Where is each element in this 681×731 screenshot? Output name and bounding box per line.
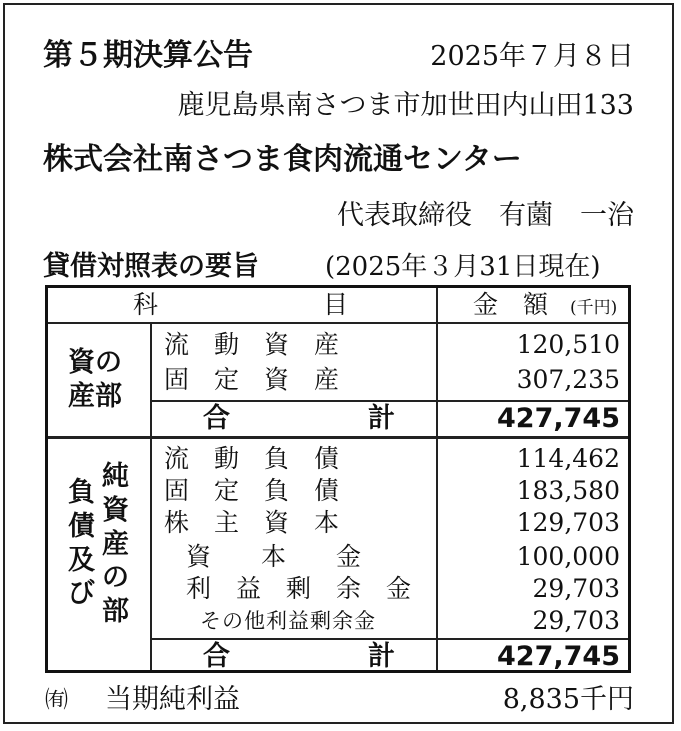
representative: 代表取締役 有薗 一治	[337, 200, 634, 231]
col-subject-1: 科	[133, 290, 159, 319]
liab-total-label-2: 計	[368, 641, 395, 672]
other-retained-earnings-label: その他利益剰余金	[200, 609, 376, 633]
liab-fixed-label: 固 定 負 債	[164, 476, 340, 505]
other-retained-earnings-value: 29,703	[532, 606, 620, 635]
capital-value: 100,000	[516, 542, 620, 571]
liab-section-label-b: 純 資 産 の 部	[102, 461, 129, 627]
col-subject-2: 目	[323, 290, 349, 319]
assets-section-label-1: 資の	[68, 347, 122, 378]
unit-label: (千円)	[570, 298, 618, 318]
liab-total-label-1: 合	[203, 641, 230, 672]
liab-total-divider	[150, 638, 628, 640]
assets-total-value: 427,745	[497, 403, 620, 434]
assets-total-divider	[150, 400, 628, 402]
note-mark: ㈲	[45, 687, 68, 713]
divider-amount-column	[436, 288, 438, 670]
asset-fixed-label: 固 定 資 産	[164, 365, 340, 394]
liab-total-value: 427,745	[497, 641, 620, 672]
equity-label: 株 主 資 本	[164, 508, 340, 537]
retained-earnings-label: 利 益 剰 余 金	[186, 574, 412, 603]
asset-current-label: 流 動 資 産	[164, 330, 340, 359]
company-name: 株式会社南さつま食肉流通センター	[43, 142, 522, 177]
asset-fixed-value: 307,235	[516, 365, 620, 394]
capital-label: 資 本 金	[186, 542, 362, 571]
company-address: 鹿児島県南さつま市加世田内山田133	[177, 90, 634, 121]
balance-sheet-table	[45, 285, 631, 673]
liab-current-label: 流 動 負 債	[164, 444, 340, 473]
header-divider	[48, 322, 628, 324]
assets-section-divider	[48, 436, 628, 439]
assets-total-label-1: 合	[203, 403, 230, 434]
col-amount: 金 額	[473, 290, 549, 319]
assets-total-label-2: 計	[368, 403, 395, 434]
retained-earnings-value: 29,703	[532, 574, 620, 603]
liab-current-value: 114,462	[516, 444, 620, 473]
liab-fixed-value: 183,580	[516, 476, 620, 505]
liab-section-label-a: 負 債 及 び	[68, 477, 95, 610]
equity-value: 129,703	[516, 508, 620, 537]
assets-section-label-2: 産部	[68, 381, 122, 412]
notice-title: 第５期決算公告	[43, 38, 253, 73]
notice-date: 2025年７月８日	[430, 41, 634, 72]
net-income-label: 当期純利益	[105, 684, 240, 715]
balance-sheet-date: (2025年３月31日現在)	[325, 252, 601, 282]
balance-sheet-title: 貸借対照表の要旨	[43, 251, 259, 282]
public-notice-sheet	[3, 3, 674, 724]
asset-current-value: 120,510	[516, 330, 620, 359]
divider-section-column	[150, 322, 152, 670]
net-income-value: 8,835千円	[502, 684, 634, 715]
